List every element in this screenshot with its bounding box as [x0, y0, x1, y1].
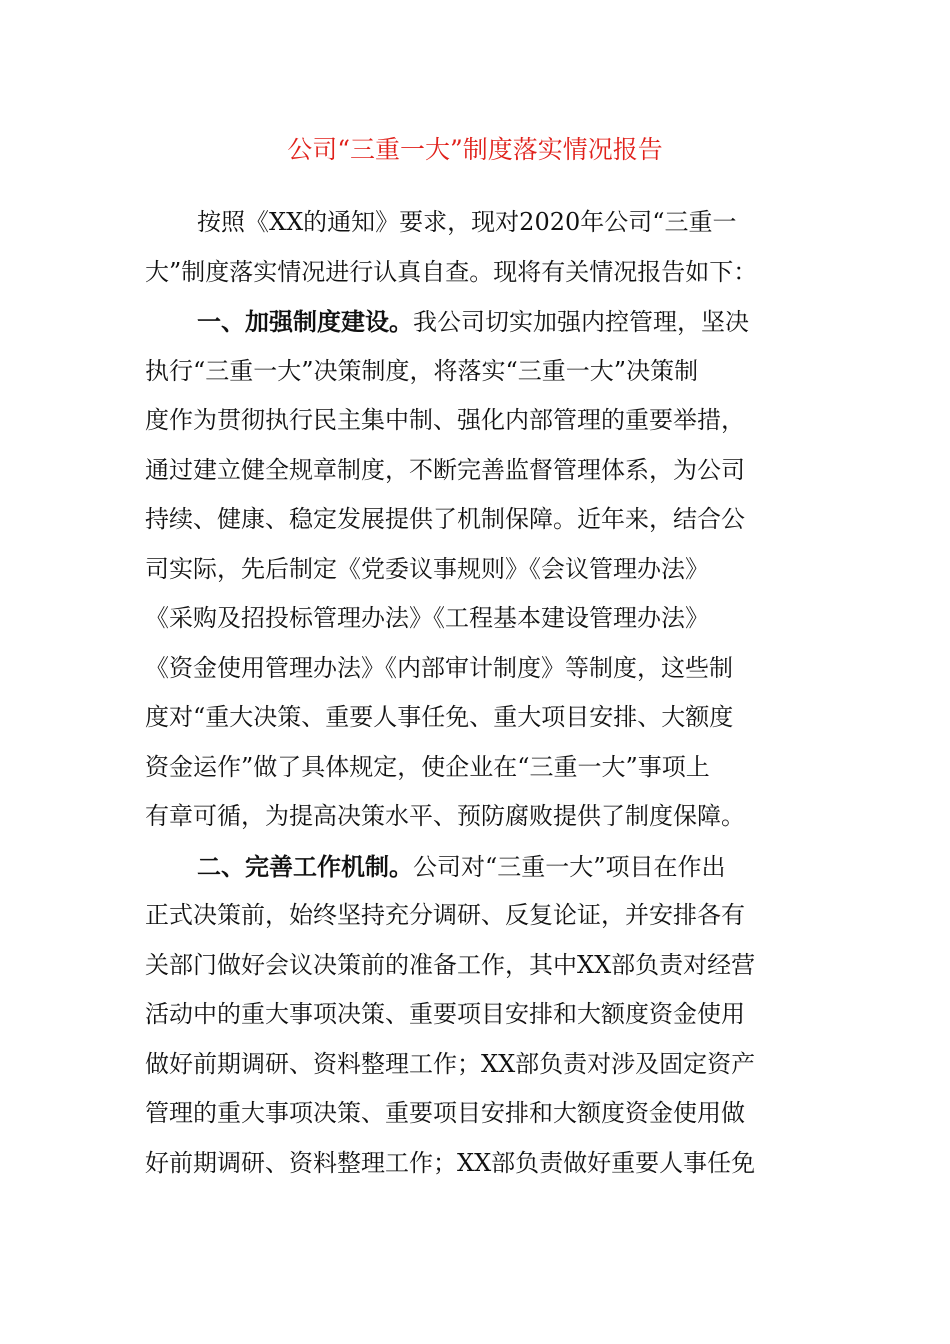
section-1-line: 《资金使用管理办法》《内部审计制度》等制度，这些制 — [145, 653, 733, 682]
section-1-line: 执行“三重一大”决策制度，将落实“三重一大”决策制 — [145, 356, 699, 385]
section-1-line: 持续、健康、稳定发展提供了机制保障。近年来，结合公 — [145, 505, 745, 533]
section-1-line: 有章可循，为提高决策水平、预防腐败提供了制度保障。 — [145, 802, 745, 830]
intro-line: 大”制度落实情况进行认真自查。现将有关情况报告如下： — [145, 257, 758, 286]
section-2-line: 好前期调研、资料整理工作；XX部负责做好重要人事任免 — [145, 1148, 756, 1177]
section-2-first-line-text: 公司对“三重一大”项目在作出 — [413, 852, 726, 881]
section-1-line: 《采购及招投标管理办法》《工程基本建设管理办法》 — [145, 604, 709, 632]
section-2-line: 做好前期调研、资料整理工作；XX部负责对涉及固定资产 — [145, 1049, 756, 1078]
section-1-first-line — [145, 297, 795, 347]
document-title: 公司“三重一大”制度落实情况报告 — [287, 135, 663, 164]
section-2-first-line — [145, 842, 795, 892]
section-1-first-line-text: 我公司切实加强内控管理，坚决 — [413, 308, 749, 336]
section-1-line: 度对“重大决策、重要人事任免、重大项目安排、大额度 — [145, 703, 734, 731]
intro-line: 按照《XX的通知》要求，现对2020年公司“三重一 — [197, 208, 737, 236]
section-1-line: 司实际，先后制定《党委议事规则》《会议管理办法》 — [145, 554, 709, 583]
section-2-line: 活动中的重大事项决策、重要项目安排和大额度资金使用 — [145, 1000, 745, 1028]
section-2-heading: 二、完善工作机制。 — [197, 851, 413, 881]
section-2-line: 关部门做好会议决策前的准备工作，其中XX部负责对经营 — [145, 950, 756, 979]
section-1-heading: 一、加强制度建设。 — [197, 307, 413, 336]
section-2-line: 正式决策前，始终坚持充分调研、反复论证，并安排各有 — [145, 901, 745, 929]
section-1-line: 资金运作”做了具体规定，使企业在“三重一大”事项上 — [145, 752, 710, 781]
section-1-line: 度作为贯彻执行民主集中制、强化内部管理的重要举措， — [145, 406, 745, 434]
section-1-line: 通过建立健全规章制度，不断完善监督管理体系，为公司 — [145, 455, 745, 484]
section-2-line: 管理的重大事项决策、重要项目安排和大额度资金使用做 — [145, 1099, 745, 1127]
document-body — [145, 198, 795, 1188]
